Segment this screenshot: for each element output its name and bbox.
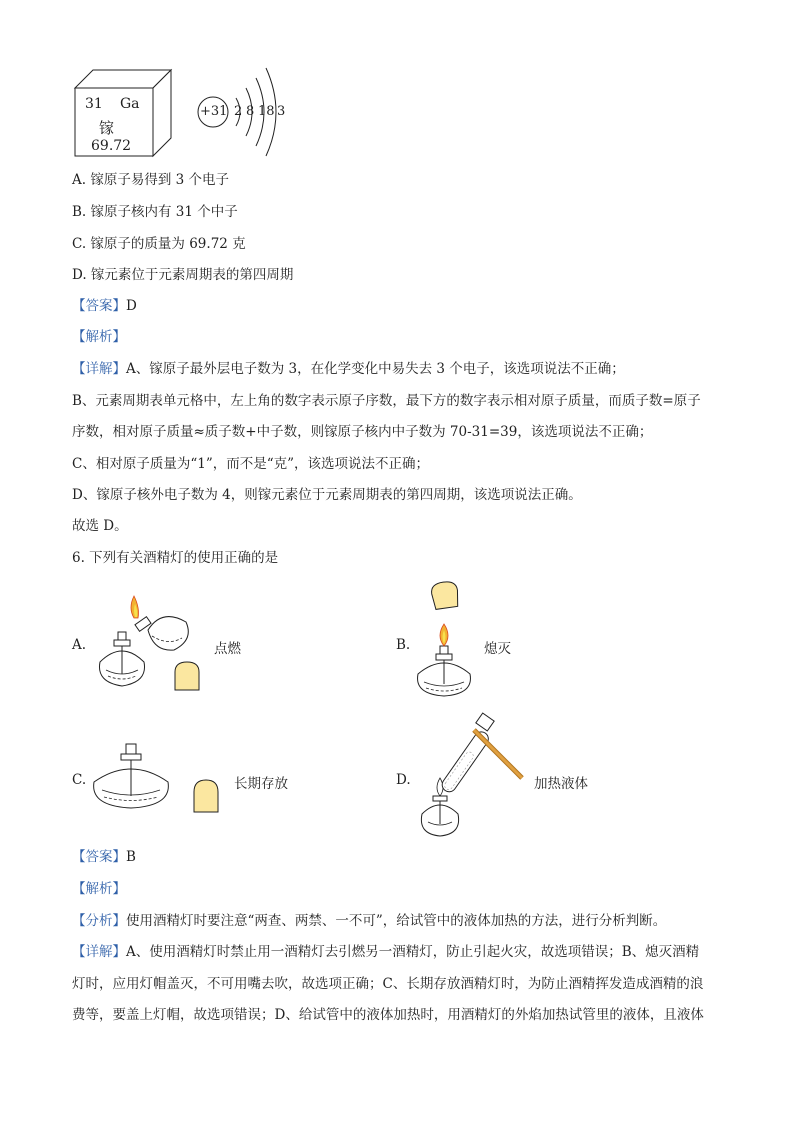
q5-detail-line-1: [72, 360, 625, 378]
element-symbol: Ga: [120, 96, 140, 112]
q5-detail-line-6: 故选 D。: [72, 518, 128, 534]
lamp-cap-b: [430, 580, 460, 610]
q5-jiexi-heading: 【解析】: [72, 329, 126, 345]
q5-option-c: C. 镓原子的质量为 69.72 克: [72, 236, 246, 252]
shell-3-electrons: 18: [258, 104, 275, 119]
q6-option-b-letter: B.: [396, 637, 411, 653]
q6-stem: 6. 下列有关酒精灯的使用正确的是: [72, 550, 279, 566]
lamp-extinguish-figure: [414, 624, 478, 699]
lamp-cap-c: [192, 778, 220, 814]
analysis-text: 使用酒精灯时要注意“两查、两禁、一不可”，给试管中的液体加热的方法，进行分析判断。: [126, 913, 667, 929]
q5-answer: [72, 297, 137, 315]
q6-option-a-caption: 点燃: [214, 641, 241, 657]
element-atomic-number: 31: [85, 96, 103, 112]
lamp-storage-figure: [90, 740, 172, 812]
detail-label: 【详解】: [72, 361, 126, 377]
q5-detail-line-5: D、镓原子核外电子数为 4，则镓元素位于元素周期表的第四周期，该选项说法正确。: [72, 487, 582, 503]
q5-option-b: B. 镓原子核内有 31 个中子: [72, 204, 238, 220]
detail-text: A、使用酒精灯时禁止用一酒精灯去引燃另一酒精灯，防止引起火灾，故选项错误；B、熄灭酒精: [126, 944, 700, 960]
element-mass: 69.72: [91, 138, 132, 154]
q5-detail-line-4: C、相对原子质量为“1”，而不是“克”，该选项说法不正确；: [72, 456, 430, 472]
q5-detail-line-3: 序数，相对原子质量≈质子数+中子数，则镓原子核内中子数为 70-31=39，该选项说法不正确；: [72, 424, 653, 440]
answer-value: D: [126, 298, 137, 314]
detail-label: 【详解】: [72, 944, 126, 960]
nucleus-charge: +31: [200, 104, 228, 119]
q5-option-d: D. 镓元素位于元素周期表的第四周期: [72, 267, 294, 283]
q6-analysis: [72, 912, 666, 930]
q6-detail-line-1: [72, 943, 699, 961]
q5-option-a: A. 镓原子易得到 3 个电子: [72, 172, 230, 188]
q6-option-c-letter: C.: [72, 772, 87, 788]
analysis-label: 【分析】: [72, 913, 126, 929]
q5-detail-line-2: B、元素周期表单元格中，左上角的数字表示原子序数，最下方的数字表示相对原子质量，而质子数=原子: [72, 393, 701, 409]
q6-detail-line-3: 费等，要盖上灯帽，故选项错误；D、给试管中的液体加热时，用酒精灯的外焰加热试管里的液体，且液体: [72, 1007, 704, 1023]
shell-2-electrons: 8: [246, 104, 255, 119]
detail-text: A、镓原子最外层电子数为 3，在化学变化中易失去 3 个电子，该选项说法不正确；: [126, 361, 625, 377]
q6-option-a-letter: A.: [72, 637, 87, 653]
q6-answer: [72, 848, 136, 866]
answer-label: 【答案】: [72, 849, 126, 865]
q6-option-b-caption: 熄灭: [484, 641, 511, 657]
q6-option-d-caption: 加热液体: [534, 776, 588, 792]
q6-jiexi-heading: 【解析】: [72, 881, 126, 897]
answer-value: B: [126, 849, 136, 865]
shell-1-electrons: 2: [234, 104, 243, 119]
element-name: 镓: [99, 119, 115, 137]
answer-label: 【答案】: [72, 298, 126, 314]
q6-detail-line-2: 灯时，应用灯帽盖灭，不可用嘴去吹，故选项正确；C、长期存放酒精灯时，为防止酒精挥发造成酒精的浪: [72, 976, 704, 992]
shell-4-electrons: 3: [277, 104, 286, 119]
test-tube-heating-figure: [416, 716, 526, 840]
q6-option-d-letter: D.: [396, 772, 411, 788]
lamp-cap-a: [173, 660, 201, 692]
q6-option-c-caption: 长期存放: [234, 776, 288, 792]
